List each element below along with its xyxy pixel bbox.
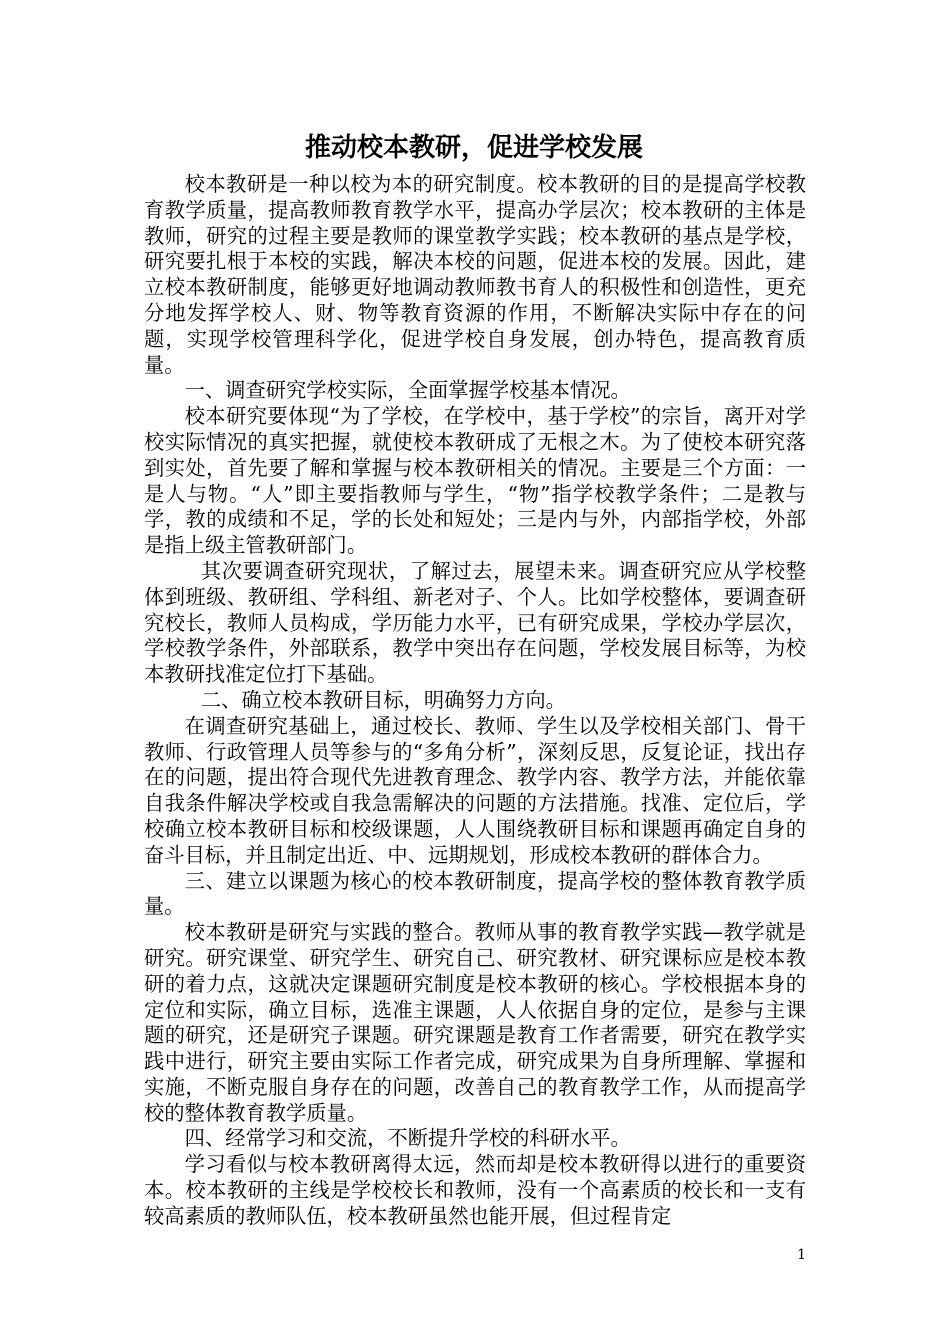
paragraph: 校本研究要体现“为了学校，在学校中，基于学校”的宗旨，离开对学校实际情况的真实把握，就使校本教研成了无根之木。为了使校本研究落到实处，首先要了解和掌握与校本教研相关的情况。主要是三个方面：一是人与物。“人”即主要指教师与学生，“物”指学校教学条件；二是教与学，教的成绩和不足，学的长处和短处；三是内与外，内部指学校，外部是指上级主管教研部门。 (144, 404, 806, 558)
paragraph: 其次要调查研究现状，了解过去，展望未来。调查研究应从学校整体到班级、教研组、学科组、新老对子、个人。比如学校整体，要调查研究校长，教师人员构成，学历能力水平，已有研究成果，学校办学层次，学校教学条件，外部联系，教学中突出存在问题，学校发展目标等，为校本教研找准定位打下基础。 (144, 558, 806, 687)
paragraph: 校本教研是研究与实践的整合。教师从事的教育教学实践—教学就是研究。研究课堂、研究学生、研究自己、研究教材、研究课标应是校本教研的着力点，这就决定课题研究制度是校本教研的核心。学校根据本身的定位和实际，确立目标，选准主课题，人人依据自身的定位，是参与主课题的研究，还是研究子课题。研究课题是教育工作者需要，研究在教学实践中进行，研究主要由实际工作者完成，研究成果为自身所理解、掌握和实施，不断克服自身存在的问题，改善自己的教育教学工作，从而提高学校的整体教育教学质量。 (144, 920, 806, 1125)
page-number: 1 (797, 1247, 806, 1263)
section-heading-1: 一、调查研究学校实际，全面掌握学校基本情况。 (184, 378, 631, 403)
section-heading-4: 四、经常学习和交流，不断提升学校的科研水平。 (184, 1126, 631, 1151)
document-title: 推动校本教研，促进学校发展 (304, 133, 643, 163)
paragraph: 学习看似与校本教研离得太远，然而却是校本教研得以进行的重要资本。校本教研的主线是学校校长和教师，没有一个高素质的校长和一支有较高素质的教师队伍，校本教研虽然也能开展，但过程肯定 (144, 1152, 806, 1228)
document-body (144, 172, 806, 1230)
paragraph: 在调查研究基础上，通过校长、教师、学生以及学校相关部门、骨干教师、行政管理人员等参与的“多角分析”，深刻反思，反复论证，找出存在的问题，提出符合现代先进教育理念、教学内容、教学方法，并能依靠自我条件解决学校或自我急需解决的问题的方法措施。找准、定位后，学校确立校本教研目标和校级课题，人人围绕教研目标和课题再确定自身的奋斗目标，并且制定出近、中、远期规划，形成校本教研的群体合力。 (144, 713, 806, 867)
section-heading-3: 三、建立以课题为核心的校本教研制度，提高学校的整体教育教学质量。 (144, 868, 806, 919)
section-heading-2: 二、确立校本教研目标，明确努力方向。 (200, 687, 566, 712)
paragraph-intro: 校本教研是一种以校为本的研究制度。校本教研的目的是提高学校教育教学质量，提高教师教育教学水平，提高办学层次；校本教研的主体是教师，研究的过程主要是教师的课堂教学实践；校本教研的基点是学校，研究要扎根于本校的实践，解决本校的问题，促进本校的发展。因此，建立校本教研制度，能够更好地调动教师教书育人的积极性和创造性，更充分地发挥学校人、财、物等教育资源的作用，不断解决实际中存在的问题，实现学校管理科学化，促进学校自身发展，创办特色，提高教育质量。 (144, 172, 806, 377)
